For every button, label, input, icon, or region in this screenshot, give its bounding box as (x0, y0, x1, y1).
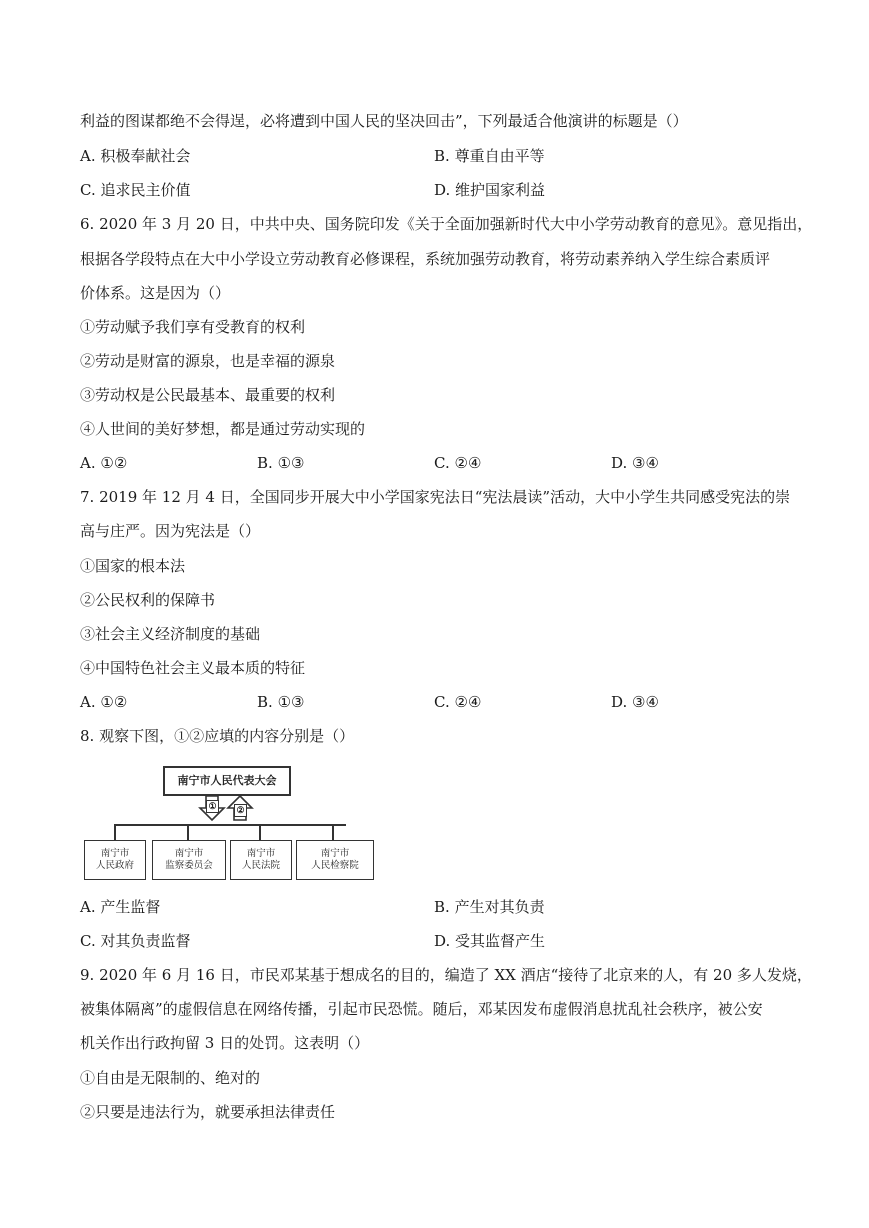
option-text: 追求民主价值 (100, 181, 191, 199)
box-line-1: 南宁市 (320, 848, 350, 859)
q7-option-d[interactable] (611, 692, 659, 712)
q5-option-a[interactable] (80, 146, 190, 166)
q7-option-a[interactable] (80, 692, 127, 712)
box-line-2: 人民法院 (241, 860, 280, 871)
q5-option-c[interactable] (80, 180, 191, 200)
q9-stem-line-1: 9. 2020 年 6 月 16 日，市民邓某基于想成名的目的，编造了 XX 酒店“接待了北京来的人，有 20 多人发烧， (80, 966, 812, 984)
option-text: 积极奉献社会 (100, 147, 191, 165)
option-key: A. (80, 454, 96, 472)
option-text: 对其负责监督 (100, 932, 191, 950)
option-key: B. (434, 147, 450, 165)
q6-option-d[interactable] (611, 453, 659, 473)
box-line-2: 监察委员会 (165, 860, 213, 871)
box-line-1: 南宁市 (246, 848, 276, 859)
q9-stem-line-2: 被集体隔离”的虚假信息在网络传播，引起市民恐慌。随后，邓某因发布虚假消息扰乱社会秩序，被公安 (80, 1000, 763, 1018)
option-text: ②④ (454, 454, 482, 472)
option-text: ①③ (277, 454, 305, 472)
q6-statement-3: ③劳动权是公民最基本、最重要的权利 (80, 386, 336, 404)
option-text: 产生对其负责 (454, 898, 545, 916)
q7-statement-3: ③社会主义经济制度的基础 (80, 625, 261, 643)
q6-statement-4: ④人世间的美好梦想，都是通过劳动实现的 (80, 420, 366, 438)
box-line-2: 人民检察院 (311, 860, 359, 871)
q6-option-a[interactable] (80, 453, 127, 473)
option-key: A. (80, 898, 96, 916)
q6-statement-2: ②劳动是财富的源泉，也是幸福的源泉 (80, 352, 336, 370)
option-key: D. (434, 932, 451, 950)
diagram-box-government (84, 840, 146, 880)
option-text: ①② (100, 693, 128, 711)
q8-option-a[interactable] (80, 897, 160, 917)
option-text: ①② (100, 454, 128, 472)
q8-option-b[interactable] (434, 897, 545, 917)
option-text: 受其监督产生 (455, 932, 546, 950)
q7-statement-2: ②公民权利的保障书 (80, 591, 216, 609)
diagram-box-supervisory (152, 840, 226, 880)
diagram-top-box: 南宁市人民代表大会 (163, 766, 291, 796)
diagram-marker-1: ① (206, 800, 219, 813)
option-key: C. (434, 454, 450, 472)
q7-statement-1: ①国家的根本法 (80, 557, 186, 575)
diagram-box-procuratorate (296, 840, 374, 880)
q6-stem-line-2: 根据各学段特点在大中小学设立劳动教育必修课程，系统加强劳动教育，将劳动素养纳入学生综合素质评 (80, 250, 771, 268)
q6-option-b[interactable] (257, 453, 304, 473)
q6-option-c[interactable] (434, 453, 481, 473)
q5-stem-tail: 利益的图谋都绝不会得逞，必将遭到中国人民的坚决回击”，下列最适合他演讲的标题是（） (80, 112, 688, 130)
diagram-marker-2: ② (234, 804, 247, 817)
box-line-2: 人民政府 (95, 860, 134, 871)
option-key: D. (434, 181, 451, 199)
q7-option-c[interactable] (434, 692, 481, 712)
q5-option-b[interactable] (434, 146, 545, 166)
diagram-drop-line (187, 824, 189, 840)
q8-option-d[interactable] (434, 931, 545, 951)
option-key: B. (257, 454, 273, 472)
option-text: 尊重自由平等 (454, 147, 545, 165)
q8-org-diagram (80, 762, 380, 886)
option-key: B. (257, 693, 273, 711)
option-text: ①③ (277, 693, 305, 711)
q8-option-c[interactable] (80, 931, 191, 951)
option-text: ③④ (632, 454, 659, 472)
option-text: 维护国家利益 (455, 181, 546, 199)
diagram-drop-line (332, 824, 334, 840)
diagram-drop-line (259, 824, 261, 840)
q9-statement-1: ①自由是无限制的、绝对的 (80, 1069, 261, 1087)
diagram-drop-line (114, 824, 116, 840)
box-line-1: 南宁市 (174, 848, 204, 859)
option-key: D. (611, 693, 628, 711)
option-key: A. (80, 693, 96, 711)
q6-stem-line-1: 6. 2020 年 3 月 20 日，中共中央、国务院印发《关于全面加强新时代大中小学劳动教育的意见》。意见指出， (80, 215, 813, 233)
q7-stem-line-2: 高与庄严。因为宪法是（） (80, 522, 261, 540)
q5-option-d[interactable] (434, 180, 545, 200)
option-key: D. (611, 454, 628, 472)
q8-stem: 8. 观察下图，①②应填的内容分别是（） (80, 727, 355, 745)
q9-statement-2: ②只要是违法行为，就要承担法律责任 (80, 1103, 336, 1121)
option-text: 产生监督 (100, 898, 161, 916)
option-key: B. (434, 898, 450, 916)
q7-option-b[interactable] (257, 692, 304, 712)
diagram-bus-line (114, 824, 346, 826)
q7-statement-4: ④中国特色社会主义最本质的特征 (80, 659, 306, 677)
option-key: C. (434, 693, 450, 711)
option-text: ③④ (632, 693, 659, 711)
option-key: C. (80, 932, 96, 950)
option-key: A. (80, 147, 96, 165)
option-text: ②④ (454, 693, 482, 711)
q6-statement-1: ①劳动赋予我们享有受教育的权利 (80, 318, 306, 336)
q9-stem-line-3: 机关作出行政拘留 3 日的处罚。这表明（） (80, 1034, 370, 1052)
box-line-1: 南宁市 (100, 848, 130, 859)
diagram-box-court (230, 840, 292, 880)
q6-stem-line-3: 价体系。这是因为（） (80, 284, 231, 302)
option-key: C. (80, 181, 96, 199)
q7-stem-line-1: 7. 2019 年 12 月 4 日，全国同步开展大中小学国家宪法日“宪法晨读”活动，大中小学生共同感受宪法的崇 (80, 488, 791, 506)
